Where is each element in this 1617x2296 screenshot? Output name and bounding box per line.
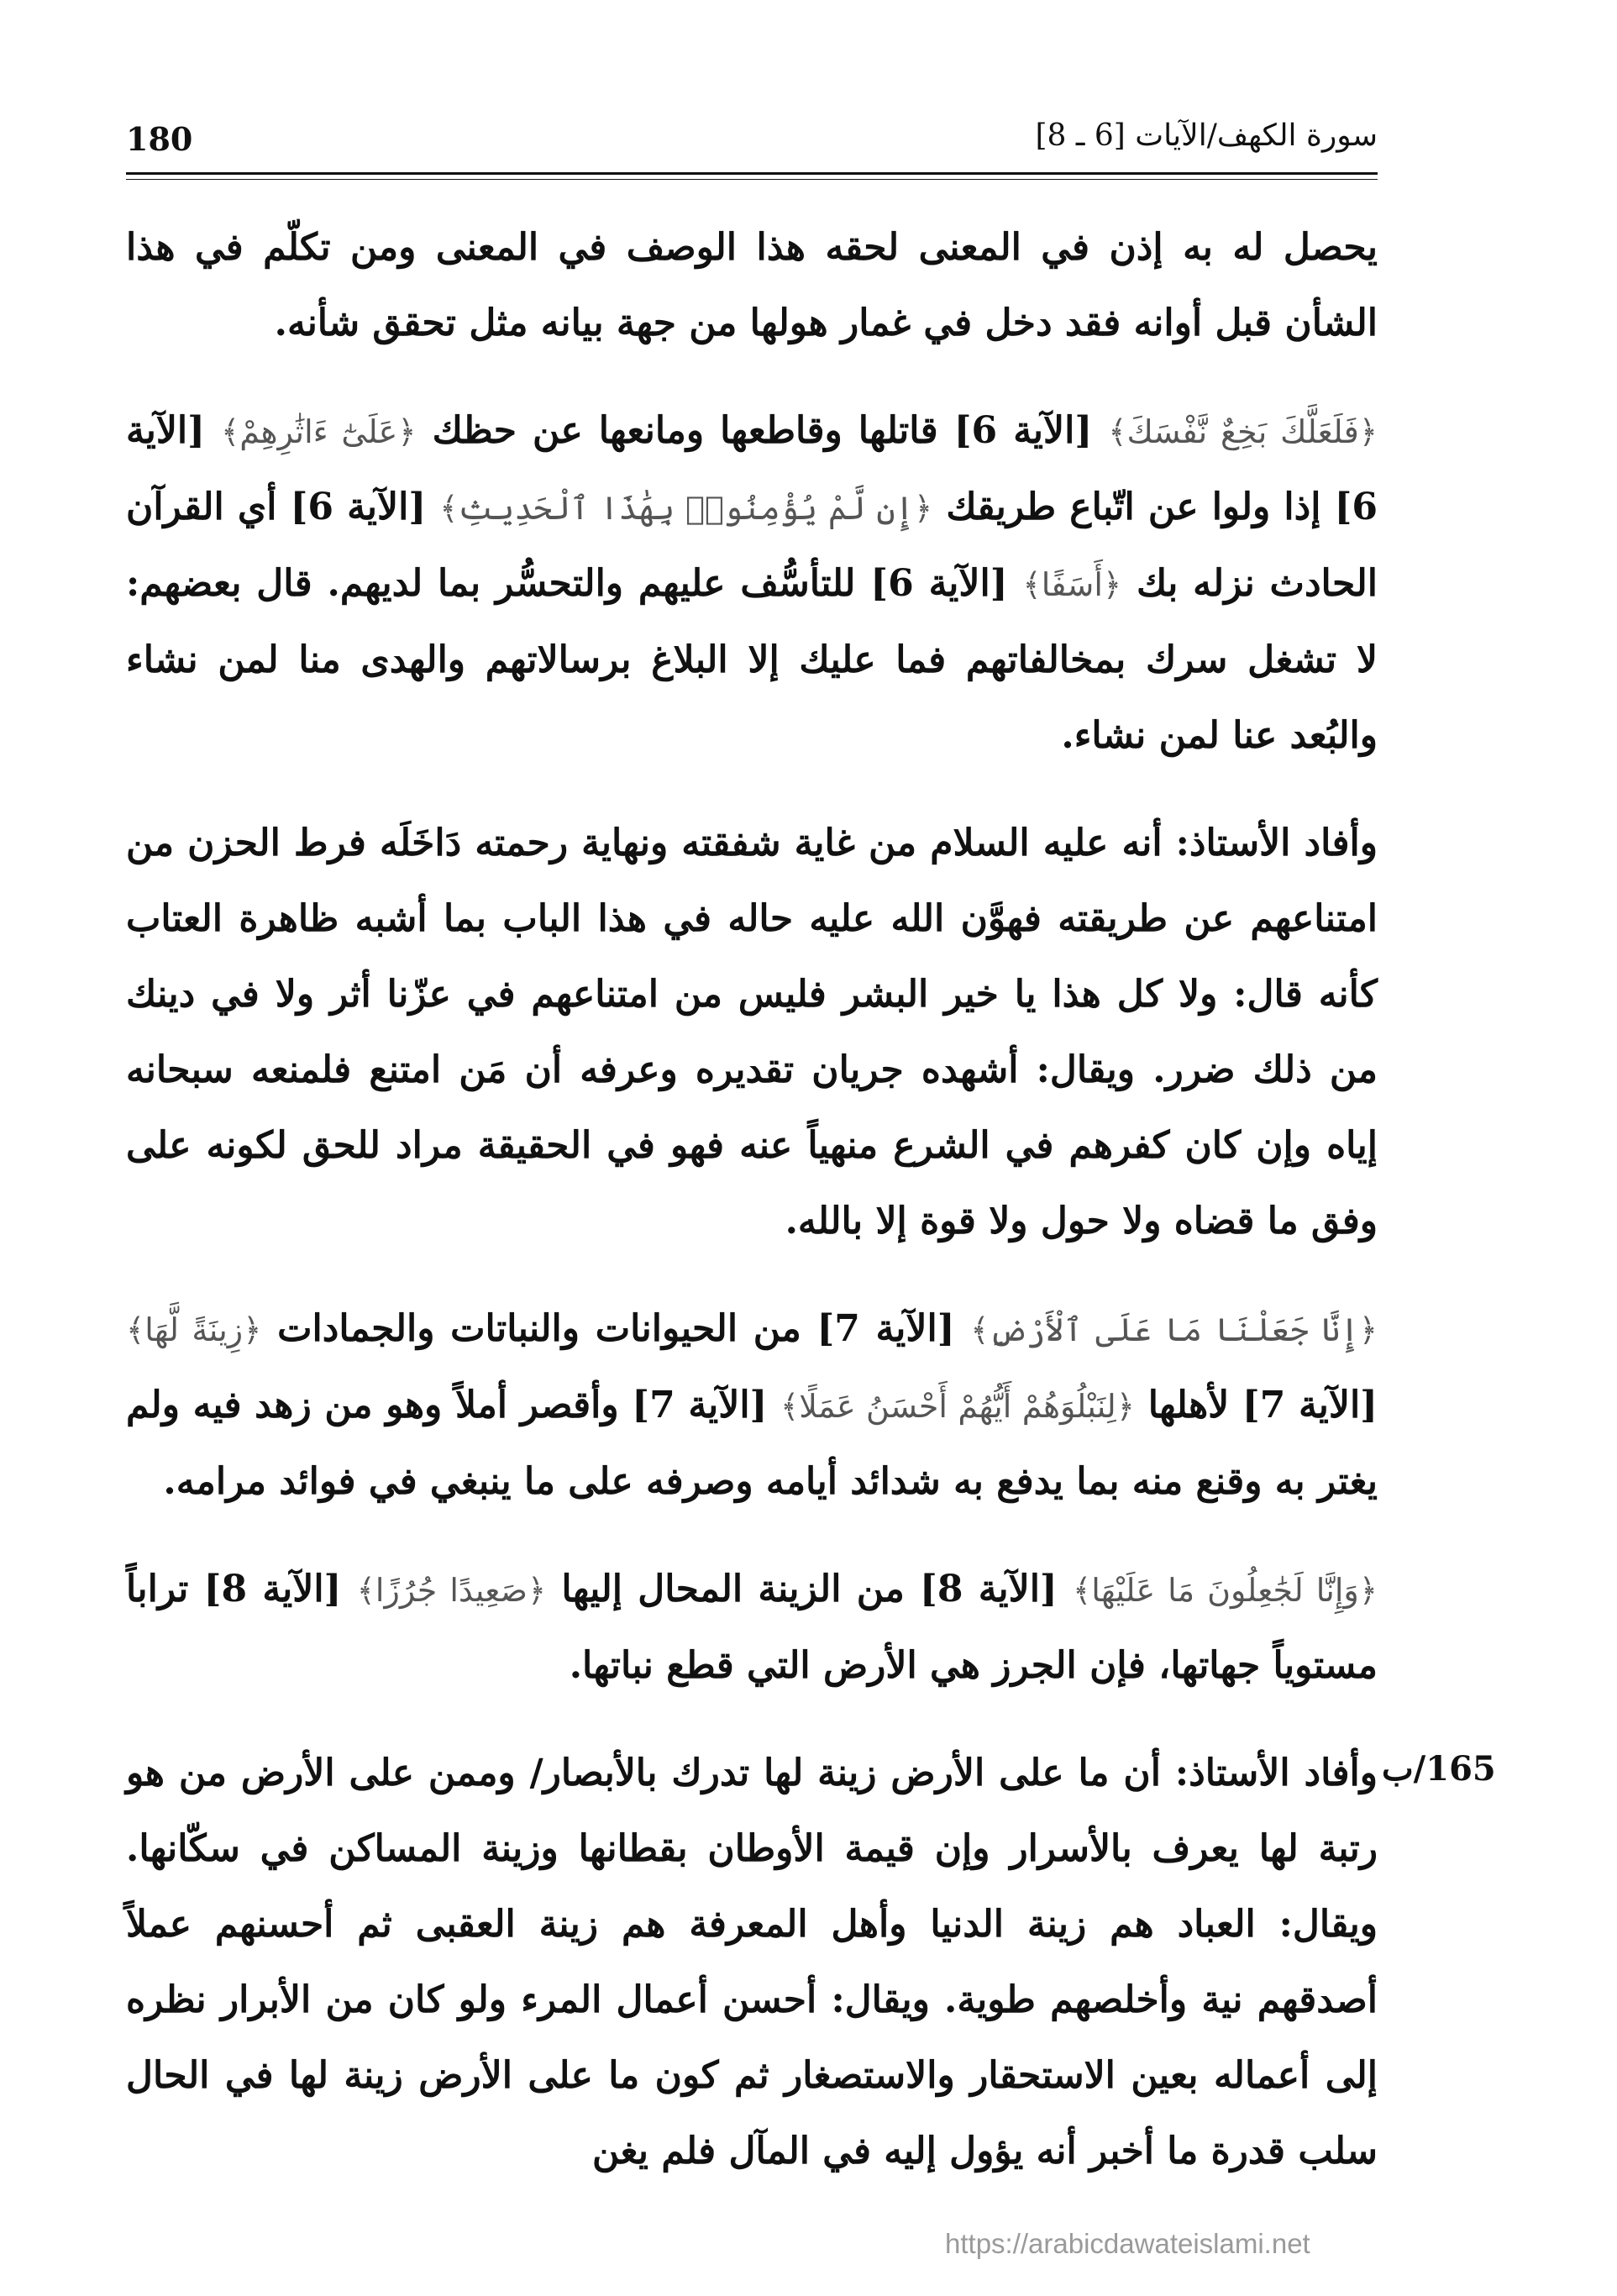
quran-quote: ﴿زِينَةً لَّهَا﴾ (126, 1311, 262, 1348)
header-rule (126, 172, 1378, 175)
header-rule-thin (126, 179, 1378, 180)
quran-quote: ﴿أَسَفًا﴾ (1022, 566, 1122, 603)
paragraph-text: [الآية 7] من الحيوانات والنباتات والجمادات (261, 1307, 971, 1350)
paragraph (126, 210, 1378, 361)
quran-quote: ﴿فَلَعَلَّكَ بَخِعٌ نَّفْسَكَ﴾ (1108, 413, 1378, 450)
paragraph-text: [الآية 6] أي القرآن الحادث نزله بك (126, 486, 1378, 605)
paragraph-text: [الآية 7] لأهلها (1135, 1384, 1378, 1426)
paragraph (126, 393, 1378, 774)
page-number: 180 (126, 120, 193, 158)
paragraph-text: وأفاد الأستاذ: أنه عليه السلام من غاية شفقته ونهاية رحمته دَاخَلَه فرط الحزن من امتناعهم عن طريقته فهوَّن الله عليه حاله في هذا الباب بما أشبه ظاهرة العتاب كأنه قال: ولا كل هذا يا خير البشر فليس من امتناعهم في عزّنا أثر ولا في دينك من ذلك ضرر. ويقال: أشهده جريان تقديره وعرفه أن مَن امتنع فلمنعه سبحانه إياه وإن كان كفرهم في الشرع منهياً عنه فهو في الحقيقة مراد للحق لكونه على وفق ما قضاه ولا حول ولا قوة إلا بالله. (126, 822, 1378, 1243)
page-header (126, 113, 1378, 164)
running-title: سورة الكهف/الآيات [6 ـ 8] (1035, 118, 1378, 153)
page-body (126, 210, 1378, 2221)
quran-quote: ﴿صَعِيدًا جُرُزًا﴾ (356, 1572, 547, 1609)
paragraph-text: [الآية 8] تراباً مستوياً جهاتها، فإن الجرز هي الأرض التي قطع نباتها. (126, 1568, 1378, 1687)
paragraph-text: [الآية 6] للتأسُّف عليهم والتحسُّر بما لديهم. قال بعضهم: لا تشغل سرك بمخالفاتهم فما عليك إلا البلاغ برسالاتهم والهدى منا لمن نشاء والبُعد عنا لمن نشاء. (126, 562, 1378, 757)
quran-quote: ﴿إِن لَّمْ يُؤْمِنُوا۟ بِهَٰذَا ٱلْحَدِيثِ﴾ (439, 490, 933, 527)
paragraph-text: [الآية 8] من الزينة المحال إليها (546, 1568, 1074, 1610)
quran-quote: ﴿لِنَبْلُوَهُمْ أَيُّهُمْ أَحْسَنُ عَمَلًا﴾ (780, 1388, 1136, 1425)
paragraph (126, 806, 1378, 1259)
quran-quote: ﴿وَإِنَّا لَجَٰعِلُونَ مَا عَلَيْهَا﴾ (1073, 1572, 1378, 1609)
watermark-url: https://arabicdawateislami.net (945, 2228, 1310, 2259)
paragraph (126, 1552, 1378, 1704)
paragraph-text: [الآية 6] قاتلها وقاطعها ومانعها عن حظك (416, 409, 1109, 452)
quran-quote: ﴿عَلَىٰٓ ءَاثَٰرِهِمْ﴾ (221, 413, 417, 450)
paragraph (126, 1736, 1378, 2189)
paragraph-text: [الآية 6] إذا ولوا عن اتّباع طريقك (126, 409, 1378, 528)
paragraph-text: يحصل له به إذن في المعنى لحقه هذا الوصف في المعنى ومن تكلّم في هذا الشأن قبل أوانه فقد دخل في غمار هولها من جهة بيانه مثل تحقق شأنه. (126, 226, 1378, 344)
paragraph-text: [الآية 7] وأقصر أملاً وهو من زهد فيه ولم يغتر به وقنع منه بما يدفع به شدائد أيامه وصرفه على ما ينبغي في فوائد مرامه. (126, 1384, 1378, 1503)
marginal-folio-note: 165/ب (1382, 1749, 1496, 1789)
paragraph-text: وأفاد الأستاذ: أن ما على الأرض زينة لها تدرك بالأبصار/ وممن على الأرض من هو رتبة لها يعرف بالأسرار وإن قيمة الأوطان بقطانها وزينة المساكن في سكّانها. ويقال: العباد هم زينة الدنيا وأهل المعرفة هم زينة العقبى ثم أحسنهم عملاً أصدقهم نية وأخلصهم طوية. ويقال: أحسن أعمال المرء ولو كان من الأبرار نظره إلى أعماله بعين الاستحقار والاستصغار ثم كون ما على الأرض زينة لها في الحال سلب قدرة ما أخبر أنه يؤول إليه في المآل فلم يغن (126, 1752, 1378, 2173)
paragraph (126, 1291, 1378, 1520)
quran-quote: ﴿إِنَّا جَعَلْنَا مَا عَلَى ٱلْأَرْضِ﴾ (970, 1311, 1378, 1348)
